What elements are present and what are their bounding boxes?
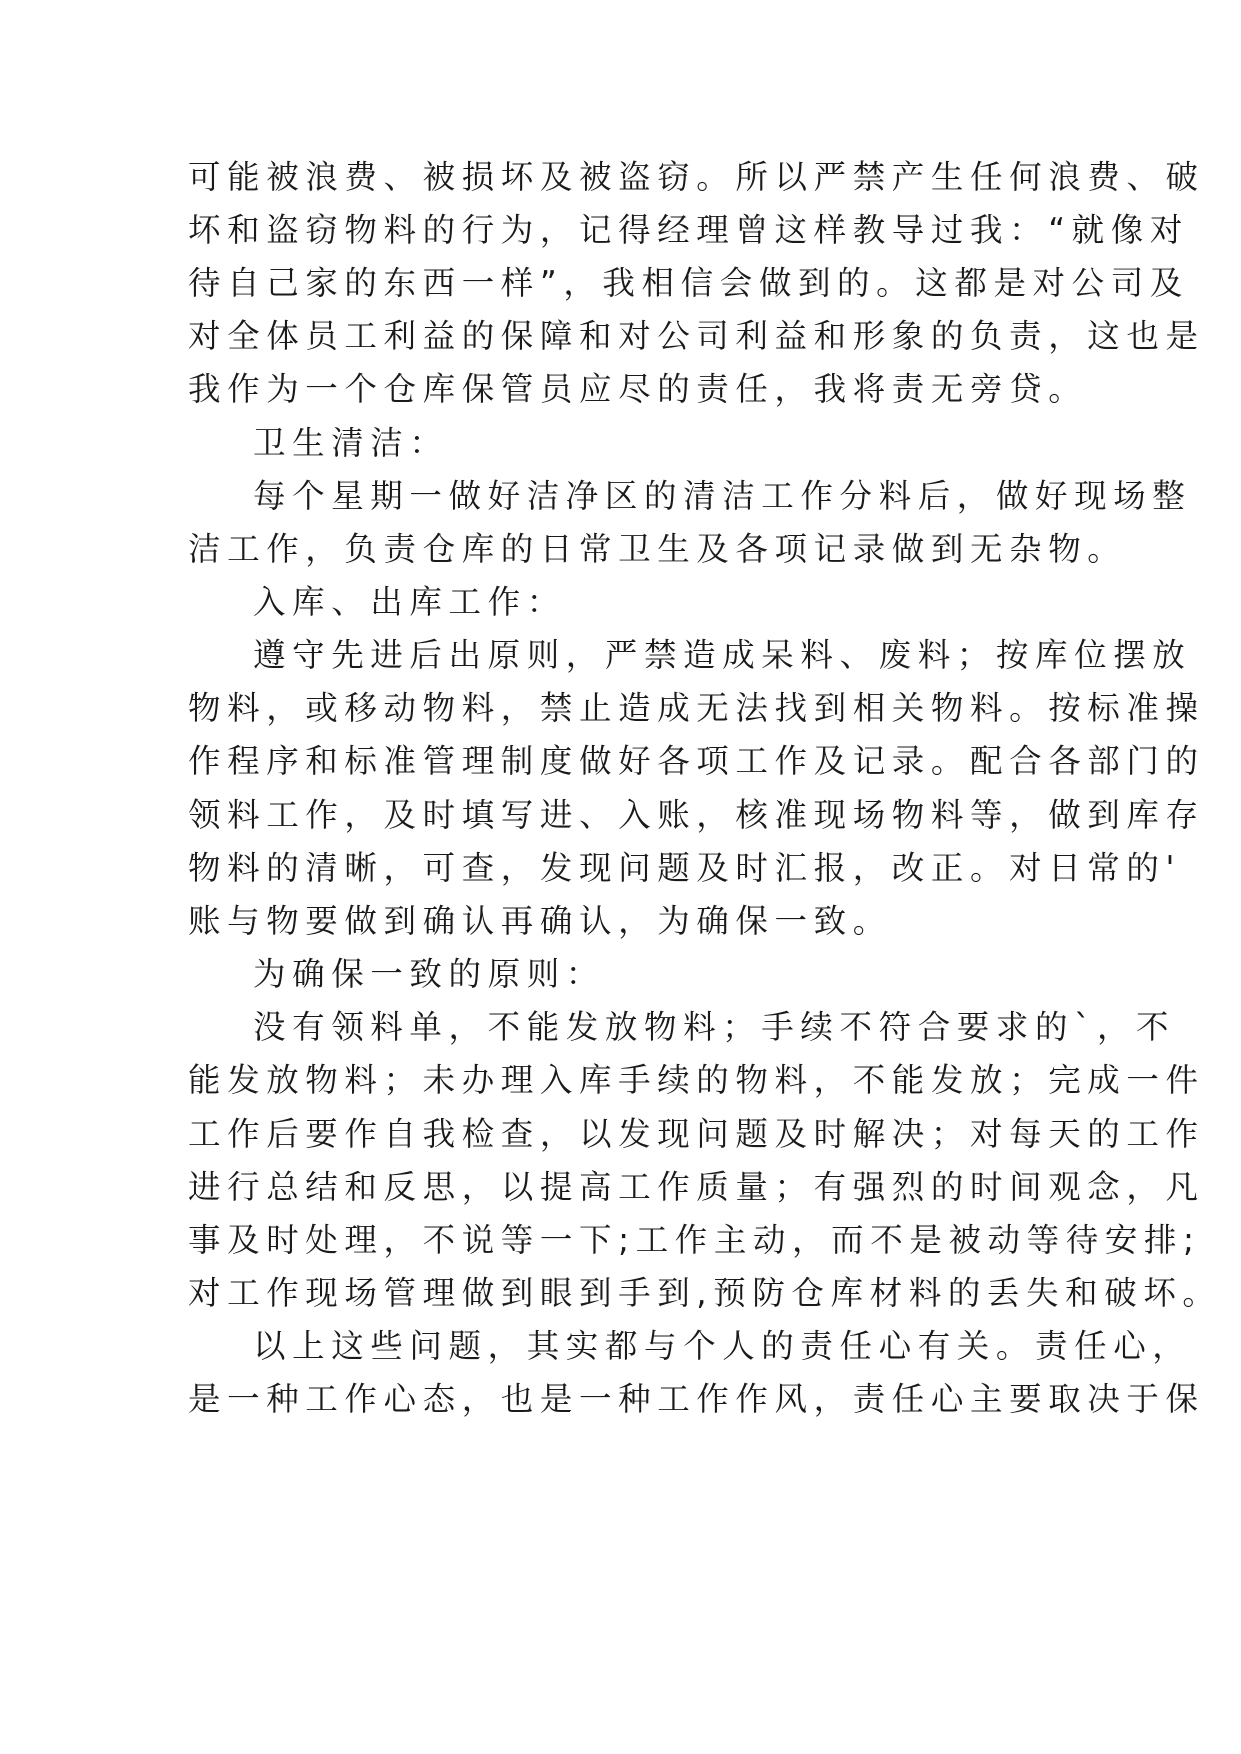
text-line: 以上这些问题，其实都与个人的责任心有关。责任心， — [253, 1327, 1192, 1365]
text-line: 物料，或移动物料，禁止造成无法找到相关物料。按标准操 — [188, 689, 1205, 727]
text-line: 进行总结和反思，以提高工作质量；有强烈的时间观念，凡 — [188, 1168, 1205, 1206]
text-line: 我作为一个仓库保管员应尽的责任，我将责无旁贷。 — [188, 370, 1088, 408]
text-line: 洁工作，负责仓库的日常卫生及各项记录做到无杂物。 — [188, 530, 1127, 568]
text-line: 账与物要做到确认再确认，为确保一致。 — [188, 902, 892, 940]
section-heading: 入库、出库工作： — [253, 583, 566, 621]
text-line: 没有领料单，不能发放物料；手续不符合要求的`，不 — [253, 1008, 1176, 1046]
text-line: 物料的清晰，可查，发现问题及时汇报，改正。对日常的' — [188, 849, 1182, 887]
text-line: 对全体员工利益的保障和对公司利益和形象的负责，这也是 — [188, 317, 1205, 355]
text-line: 是一种工作心态，也是一种工作作风，责任心主要取决于保 — [188, 1380, 1205, 1418]
text-line: 作程序和标准管理制度做好各项工作及记录。配合各部门的 — [188, 742, 1205, 780]
text-line: 坏和盗窃物料的行为，记得经理曾这样教导过我：“就像对 — [188, 211, 1189, 249]
text-line: 待自己家的东西一样”，我相信会做到的。这都是对公司及 — [188, 264, 1189, 302]
text-line: 工作后要作自我检查，以发现问题及时解决；对每天的工作 — [188, 1115, 1205, 1153]
text-line: 对工作现场管理做到眼到手到,预防仓库材料的丢失和破坏。 — [188, 1274, 1222, 1312]
section-heading: 卫生清洁： — [253, 424, 449, 462]
text-line: 事及时处理，不说等一下;工作主动，而不是被动等待安排; — [188, 1221, 1201, 1259]
section-heading: 为确保一致的原则： — [253, 955, 605, 993]
text-line: 每个星期一做好洁净区的清洁工作分料后，做好现场整 — [253, 477, 1192, 515]
text-line: 领料工作，及时填写进、入账，核准现场物料等，做到库存 — [188, 796, 1205, 834]
text-line: 能发放物料；未办理入库手续的物料，不能发放；完成一件 — [188, 1061, 1205, 1099]
text-line: 可能被浪费、被损坏及被盗窃。所以严禁产生任何浪费、破 — [188, 158, 1205, 196]
text-line: 遵守先进后出原则，严禁造成呆料、废料；按库位摆放 — [253, 636, 1192, 674]
